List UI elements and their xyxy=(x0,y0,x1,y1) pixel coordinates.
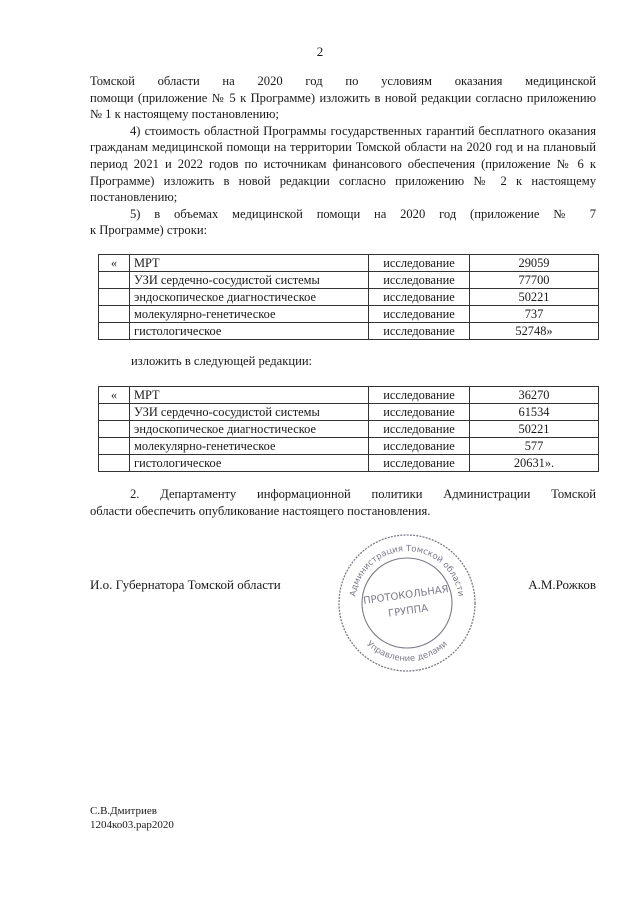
paragraph-1-line-1: Томской области на 2020 год по условиям оказания медицинской xyxy=(90,74,596,88)
row-value: 36270 xyxy=(470,387,599,404)
official-stamp xyxy=(332,528,482,678)
paragraph-1-rest: помощи (приложение № 5 к Программе) изложить в новой редакции согласно приложению № 1 к настоящему постановлению; xyxy=(90,90,596,122)
table-row xyxy=(99,421,599,438)
row-value: 50221 xyxy=(470,421,599,438)
stamp-ring-top-text: Администрация Томской области xyxy=(348,543,466,598)
body-text xyxy=(90,73,596,239)
paragraph-3-line-2: к Программе) строки: xyxy=(90,223,208,238)
row-unit: исследование xyxy=(369,306,470,323)
row-name: УЗИ сердечно-сосудистой системы xyxy=(130,272,369,289)
row-name: гистологическое xyxy=(130,455,369,472)
row-name: эндоскопическое диагностическое xyxy=(130,289,369,306)
row-unit: исследование xyxy=(369,289,470,306)
row-value: 61534 xyxy=(470,404,599,421)
table-row xyxy=(99,323,599,340)
table-row xyxy=(99,272,599,289)
table-row xyxy=(99,306,599,323)
row-value: 20631». xyxy=(470,455,599,472)
stamp-center-line-2: ГРУППА xyxy=(387,603,429,620)
row-unit: исследование xyxy=(369,387,470,404)
signatory-name: А.М.Рожков xyxy=(528,577,596,592)
replace-instruction: изложить в следующей редакции: xyxy=(131,354,313,368)
paragraph-3-line-1: 5) в объемах медицинской помощи на 2020 год (приложение № 7 xyxy=(130,206,596,221)
row-name: эндоскопическое диагностическое xyxy=(130,421,369,438)
row-name: МРТ xyxy=(130,387,369,404)
table-row xyxy=(99,404,599,421)
paragraph-2: 4) стоимость областной Программы государственных гарантий бесплатного оказания гражданам медицинской помощи на территории Томской области на 2020 год и на плановый период 2021 и 2022 годов по источникам финансового обеспечения (приложение № 6 к Программе) изложить в новой редакции согласно приложению № 2 к настоящему постановлению; xyxy=(90,123,596,205)
row-name: молекулярно-генетическое xyxy=(130,438,369,455)
table-row xyxy=(99,289,599,306)
paragraph-4-line-1: 2. Департаменту информационной политики Администрации Томской xyxy=(130,487,596,501)
row-value: 52748» xyxy=(470,323,599,340)
table-row xyxy=(99,387,599,404)
row-value: 29059 xyxy=(470,255,599,272)
table-row xyxy=(99,455,599,472)
row-name: УЗИ сердечно-сосудистой системы xyxy=(130,404,369,421)
row-name: МРТ xyxy=(130,255,369,272)
old-volumes-table xyxy=(98,254,599,340)
stamp-center-line-1: ПРОТОКОЛЬНАЯ xyxy=(362,584,450,608)
table-row xyxy=(99,255,599,272)
row-unit: исследование xyxy=(369,455,470,472)
row-unit: исследование xyxy=(369,272,470,289)
row-unit: исследование xyxy=(369,438,470,455)
row-unit: исследование xyxy=(369,404,470,421)
author-name: С.В.Дмитриев xyxy=(90,805,157,817)
row-unit: исследование xyxy=(369,323,470,340)
stamp-outer-ring xyxy=(339,535,475,671)
file-reference: 1204ко03.рар2020 xyxy=(90,819,174,831)
table-row xyxy=(99,438,599,455)
row-name: гистологическое xyxy=(130,323,369,340)
paragraph-4-line-2: области обеспечить опубликование настоящего постановления. xyxy=(90,503,431,518)
row-value: 77700 xyxy=(470,272,599,289)
row-value: 577 xyxy=(470,438,599,455)
row-value: 737 xyxy=(470,306,599,323)
row-unit: исследование xyxy=(369,255,470,272)
row-value: 50221 xyxy=(470,289,599,306)
row-unit: исследование xyxy=(369,421,470,438)
page-number: 2 xyxy=(316,44,324,59)
signatory-position: И.о. Губернатора Томской области xyxy=(90,577,281,592)
open-quote: « xyxy=(99,255,130,272)
item-2 xyxy=(90,486,596,519)
open-quote: « xyxy=(99,387,130,404)
row-name: молекулярно-генетическое xyxy=(130,306,369,323)
stamp-ring-bottom-text: Управление делами xyxy=(364,639,450,665)
new-volumes-table xyxy=(98,386,599,472)
document-footer xyxy=(90,804,174,832)
